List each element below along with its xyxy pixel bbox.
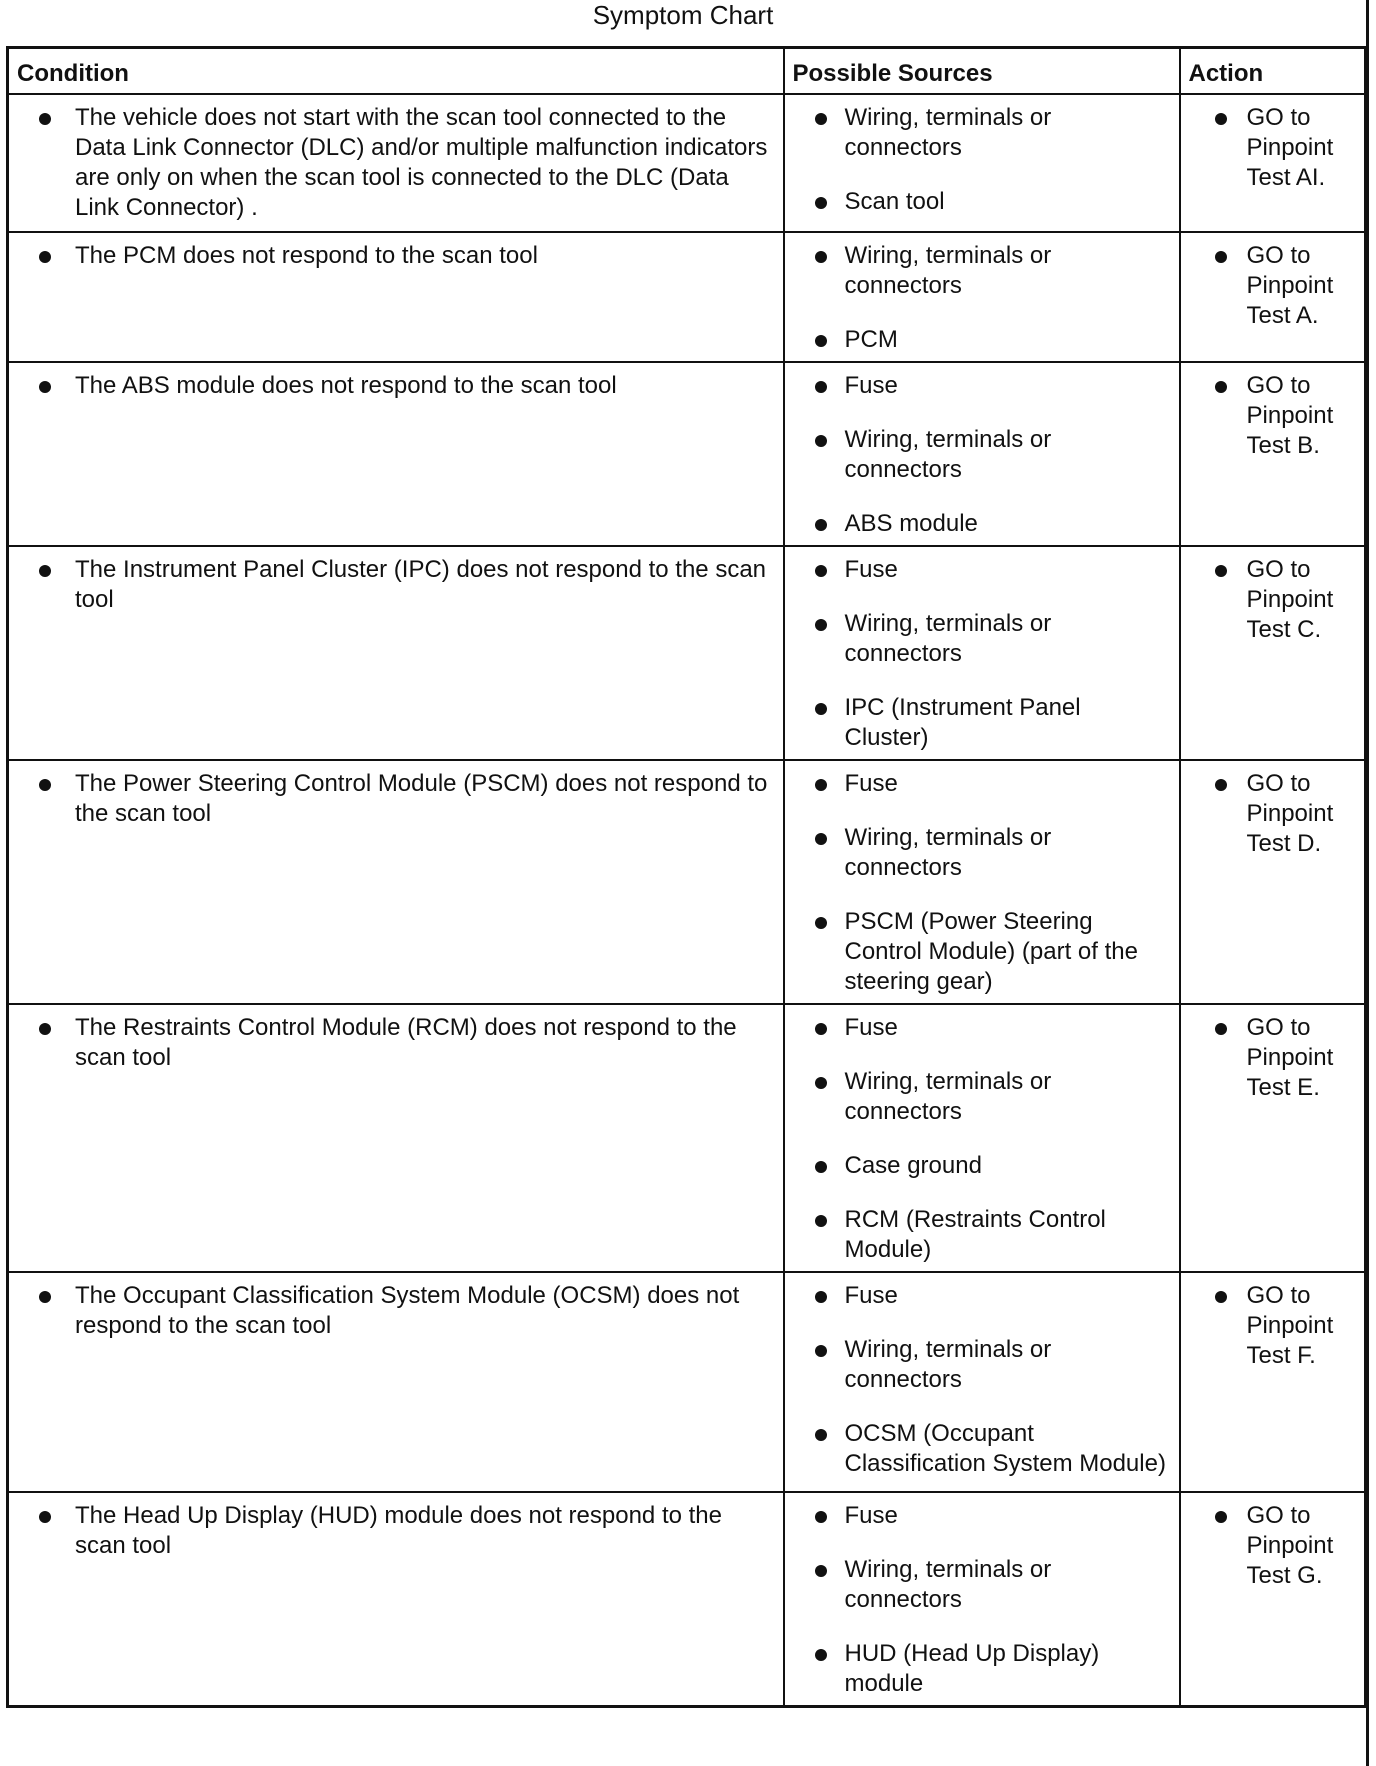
- source-item-text: ABS module: [844, 510, 978, 537]
- table-row: [8, 94, 1366, 232]
- table-row: [8, 362, 1366, 546]
- condition-cell: [8, 1004, 784, 1272]
- source-item-text: Fuse: [844, 556, 898, 583]
- condition-item-text: The ABS module does not respond to the scan tool: [75, 372, 617, 399]
- source-item: [793, 103, 1171, 163]
- bullet-icon: [39, 779, 51, 791]
- action-item: [1189, 103, 1357, 193]
- action-item-text: GO to Pinpoint Test D.: [1246, 770, 1334, 857]
- source-item: [793, 187, 1171, 217]
- source-item-text: Wiring, terminals or connectors: [844, 426, 1052, 483]
- source-item: [793, 425, 1171, 485]
- action-cell: [1180, 1272, 1366, 1492]
- bullet-icon: [1215, 251, 1227, 263]
- bullet-icon: [815, 1565, 827, 1577]
- source-item: [793, 907, 1171, 997]
- bullet-icon: [815, 1649, 827, 1661]
- bullet-icon: [815, 381, 827, 393]
- bullet-icon: [815, 1161, 827, 1173]
- bullet-icon: [815, 197, 827, 209]
- source-item-text: Fuse: [844, 1014, 898, 1041]
- source-item: [793, 371, 1171, 401]
- condition-cell: [8, 362, 784, 546]
- table-row: [8, 1492, 1366, 1707]
- bullet-icon: [39, 113, 51, 125]
- bullet-icon: [815, 435, 827, 447]
- bullet-icon: [1215, 1291, 1227, 1303]
- source-item-text: Wiring, terminals or connectors: [844, 242, 1052, 299]
- action-item: [1189, 769, 1357, 859]
- bullet-icon: [815, 779, 827, 791]
- condition-item: [17, 371, 775, 401]
- action-item: [1189, 371, 1357, 461]
- condition-item: [17, 1501, 775, 1561]
- source-item: [793, 1013, 1171, 1043]
- source-item-text: Wiring, terminals or connectors: [844, 1336, 1052, 1393]
- source-item-text: Fuse: [844, 1502, 898, 1529]
- condition-item-text: The PCM does not respond to the scan tool: [75, 242, 538, 269]
- table-row: [8, 760, 1366, 1004]
- condition-item-text: The Occupant Classification System Module (OCSM) does not respond to the scan tool: [75, 1282, 740, 1339]
- source-item-text: OCSM (Occupant Classification System Module): [844, 1420, 1166, 1477]
- bullet-icon: [815, 519, 827, 531]
- action-item-text: GO to Pinpoint Test B.: [1246, 372, 1334, 459]
- bullet-icon: [1215, 779, 1227, 791]
- header-possible-sources: Possible Sources: [784, 48, 1180, 95]
- source-item: [793, 1555, 1171, 1615]
- action-cell: [1180, 1492, 1366, 1707]
- action-cell: [1180, 760, 1366, 1004]
- bullet-icon: [39, 1511, 51, 1523]
- source-item: [793, 769, 1171, 799]
- action-cell: [1180, 1004, 1366, 1272]
- source-item-text: Wiring, terminals or connectors: [844, 1556, 1052, 1613]
- bullet-icon: [815, 335, 827, 347]
- source-item-text: Wiring, terminals or connectors: [844, 1068, 1052, 1125]
- source-item-text: Scan tool: [844, 188, 945, 215]
- source-item-text: PCM: [844, 326, 898, 353]
- condition-item-text: The Restraints Control Module (RCM) does not respond to the scan tool: [75, 1014, 737, 1071]
- possible-sources-cell: [784, 1272, 1180, 1492]
- table-header-row: [8, 48, 1366, 95]
- condition-item: [17, 1281, 775, 1341]
- possible-sources-cell: [784, 546, 1180, 760]
- bullet-icon: [815, 1429, 827, 1441]
- condition-item: [17, 555, 775, 615]
- action-item-text: GO to Pinpoint Test A.: [1246, 242, 1334, 329]
- source-item: [793, 1501, 1171, 1531]
- bullet-icon: [815, 565, 827, 577]
- condition-item: [17, 103, 775, 223]
- bullet-icon: [815, 113, 827, 125]
- condition-item-text: The Instrument Panel Cluster (IPC) does not respond to the scan tool: [75, 556, 767, 613]
- possible-sources-cell: [784, 760, 1180, 1004]
- bullet-icon: [1215, 565, 1227, 577]
- source-item: [793, 693, 1171, 753]
- source-item: [793, 1281, 1171, 1311]
- bullet-icon: [815, 833, 827, 845]
- source-item-text: Wiring, terminals or connectors: [844, 104, 1052, 161]
- bullet-icon: [1215, 1511, 1227, 1523]
- bullet-icon: [815, 1345, 827, 1357]
- condition-cell: [8, 546, 784, 760]
- bullet-icon: [815, 703, 827, 715]
- condition-item: [17, 1013, 775, 1073]
- source-item: [793, 325, 1171, 355]
- table-row: [8, 546, 1366, 760]
- bullet-icon: [1215, 1023, 1227, 1035]
- possible-sources-cell: [784, 94, 1180, 232]
- action-cell: [1180, 94, 1366, 232]
- action-cell: [1180, 232, 1366, 362]
- source-item-text: Fuse: [844, 372, 898, 399]
- action-item-text: GO to Pinpoint Test G.: [1246, 1502, 1334, 1589]
- action-item-text: GO to Pinpoint Test E.: [1246, 1014, 1334, 1101]
- condition-cell: [8, 1492, 784, 1707]
- table-row: [8, 1004, 1366, 1272]
- bullet-icon: [815, 1215, 827, 1227]
- bullet-icon: [815, 1511, 827, 1523]
- possible-sources-cell: [784, 1492, 1180, 1707]
- page-title: Symptom Chart: [592, 0, 774, 30]
- bullet-icon: [1215, 113, 1227, 125]
- source-item-text: Wiring, terminals or connectors: [844, 610, 1052, 667]
- bullet-icon: [815, 251, 827, 263]
- bullet-icon: [39, 1023, 51, 1035]
- source-item-text: Wiring, terminals or connectors: [844, 824, 1052, 881]
- condition-cell: [8, 760, 784, 1004]
- source-item-text: IPC (Instrument Panel Cluster): [844, 694, 1081, 751]
- source-item: [793, 241, 1171, 301]
- action-item: [1189, 555, 1357, 645]
- source-item: [793, 1639, 1171, 1699]
- source-item: [793, 509, 1171, 539]
- bullet-icon: [39, 1291, 51, 1303]
- bullet-icon: [815, 1023, 827, 1035]
- source-item: [793, 1419, 1171, 1479]
- bullet-icon: [39, 565, 51, 577]
- header-action: Action: [1180, 48, 1366, 95]
- source-item: [793, 609, 1171, 669]
- action-item-text: GO to Pinpoint Test F.: [1246, 1282, 1334, 1369]
- condition-cell: [8, 232, 784, 362]
- possible-sources-cell: [784, 232, 1180, 362]
- bullet-icon: [815, 1077, 827, 1089]
- condition-item-text: The Power Steering Control Module (PSCM) does not respond to the scan tool: [75, 770, 768, 827]
- action-cell: [1180, 546, 1366, 760]
- action-item: [1189, 241, 1357, 331]
- bullet-icon: [815, 917, 827, 929]
- condition-cell: [8, 94, 784, 232]
- bullet-icon: [815, 619, 827, 631]
- source-item-text: Fuse: [844, 770, 898, 797]
- source-item: [793, 555, 1171, 585]
- bullet-icon: [39, 251, 51, 263]
- symptom-chart-table: [6, 46, 1367, 1708]
- source-item-text: Fuse: [844, 1282, 898, 1309]
- condition-item-text: The Head Up Display (HUD) module does not respond to the scan tool: [75, 1502, 722, 1559]
- condition-cell: [8, 1272, 784, 1492]
- source-item: [793, 1067, 1171, 1127]
- action-cell: [1180, 362, 1366, 546]
- source-item-text: RCM (Restraints Control Module): [844, 1206, 1106, 1263]
- action-item-text: GO to Pinpoint Test AI.: [1246, 104, 1334, 191]
- possible-sources-cell: [784, 362, 1180, 546]
- page-border-rule: [1366, 0, 1369, 1766]
- source-item-text: HUD (Head Up Display) module: [844, 1640, 1100, 1697]
- bullet-icon: [39, 381, 51, 393]
- action-item: [1189, 1281, 1357, 1371]
- source-item: [793, 1205, 1171, 1265]
- source-item-text: Case ground: [844, 1152, 982, 1179]
- table-row: [8, 1272, 1366, 1492]
- condition-item-text: The vehicle does not start with the scan tool connected to the Data Link Connector (DLC) and/or multiple malfunction indicators are only on when the scan tool is connected to the DLC (Data Link Connector) .: [75, 104, 768, 221]
- bullet-icon: [1215, 381, 1227, 393]
- header-condition: Condition: [8, 48, 784, 95]
- source-item-text: PSCM (Power Steering Control Module) (part of the steering gear): [844, 908, 1138, 995]
- bullet-icon: [815, 1291, 827, 1303]
- condition-item: [17, 241, 775, 271]
- action-item-text: GO to Pinpoint Test C.: [1246, 556, 1334, 643]
- source-item: [793, 823, 1171, 883]
- condition-item: [17, 769, 775, 829]
- table-row: [8, 232, 1366, 362]
- action-item: [1189, 1501, 1357, 1591]
- source-item: [793, 1151, 1171, 1181]
- action-item: [1189, 1013, 1357, 1103]
- source-item: [793, 1335, 1171, 1395]
- table-body: [8, 94, 1366, 1707]
- possible-sources-cell: [784, 1004, 1180, 1272]
